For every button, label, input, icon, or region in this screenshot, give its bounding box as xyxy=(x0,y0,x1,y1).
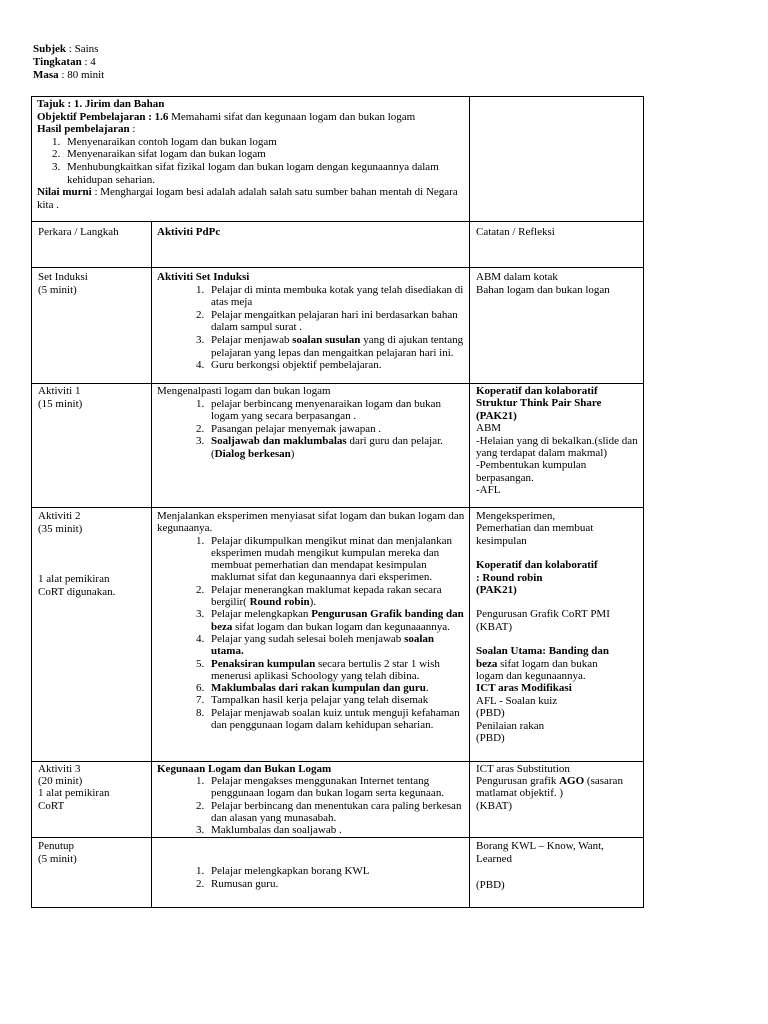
divider xyxy=(31,507,644,508)
list-item: 3. Pelajar melengkapkan Pengurusan Grafik banding dan beza sifat logam dan bukan logam dan kegunaaannya. xyxy=(207,608,467,633)
list-item: 8. Pelajar menjawab soalan kuiz untuk menguji kefahaman dan penggunaan logam dalam kehidupan seharian. xyxy=(207,707,467,732)
list-item: 7. Tampalkan hasil kerja pelajar yang telah disemak xyxy=(207,694,467,706)
divider xyxy=(31,267,644,268)
notes-aktiviti-2: Mengeksperimen, Pemerhatian dan membuat kesimpulan Koperatif dan kolaboratif : Round robin (PAK21) Pengurusan Grafik CoRT PMI (KBAT) Soalan Utama: Banding dan beza sifat logam dan bukan logam dan kegunaannya. ICT aras Modifikasi AFL - Soalan kuiz (PBD) Penilaian rakan (PBD) xyxy=(476,510,610,745)
activity-aktiviti-1: Mengenalpasti logam dan bukan logam 1. pelajar berbincang menyenaraikan logam dan bukan logam yang secara berpasangan . 2. Pasangan pelajar menyemak jawapan . 3. Soaljawab dan maklumbalas dari guru dan pelajar.(Dialog berkesan) xyxy=(157,385,467,461)
activity-aktiviti-2: Menjalankan eksperimen menyiasat sifat logam dan bukan logam dan kegunaanya. 1. Pelajar dikumpulkan mengikut minat dan menjalankan eksperimen mudah mengikut kumpulan mereka dan membuat pemerhatian dan mendapat kesimpulan maklumat sifat dan kegunaannya dari eksperimen. 2. Pelajar menerangkan maklumat kepada rakan secara bergilir( Round robin). 3. Pelajar melengkapkan Pengurusan Grafik banding dan beza sifat logam dan bukan logam dan kegunaaannya. 4. Pelajar yang sudah selesai boleh menjawab soalan utama. 5. Penaksiran kumpulan secara bertulis 2 star 1 wish menerusi aplikasi Schoology yang telah dibina. 6. Maklumbalas dari rakan kumpulan dan guru. 7. Tampalkan hasil kerja pelajar yang telah disemak 8. Pelajar menjawab soalan kuiz untuk menguji kefahaman dan penggunaan logam dalam kehidupan seharian. xyxy=(157,510,467,731)
list-item: 3. Menhubungkaitkan sifat fizikal logam dan bukan logam dengan kegunaannya dalam kehidupan seharian. xyxy=(63,161,467,186)
activity-set-induksi: Aktiviti Set Induksi 1. Pelajar di minta membuka kotak yang telah disediakan di atas meja 2. Pelajar mengaitkan pelajaran hari ini berdasarkan bahan dalam sampul surat . 3. Pelajar menjawab soalan susulan yang di ajukan tentang pelajaran yang lepas dan mengaitkan pelajaran hari ini. 4. Guru berkongsi objektif pembelajaran. xyxy=(157,271,467,372)
list-item: 3. Pelajar menjawab soalan susulan yang di ajukan tentang pelajaran yang lepas dan mengaitkan pelajaran hari ini. xyxy=(207,334,467,359)
list-item: 4. Guru berkongsi objektif pembelajaran. xyxy=(207,359,467,372)
lesson-objectives: Tajuk : 1. Jirim dan Bahan Objektif Pembelajaran : 1.6 Memahami sifat dan kegunaan logam dan bukan logam Hasil pembelajaran : 1. Menyenaraikan contoh logam dan bukan logam 2. Menyenaraikan sifat logam dan bukan logam 3. Menhubungkaitkan sifat fizikal logam dan bukan logam dengan kegunaannya dalam kehidupan seharian. Nilai murni : Menghargai logam besi adalah adalah salah satu sumber bahan mentah di Negara kita . xyxy=(37,98,467,211)
notes-set-induksi: ABM dalam kotak Bahan logam dan bukan logan xyxy=(476,271,610,296)
divider xyxy=(469,96,470,908)
list-item: 1. Pelajar dikumpulkan mengikut minat dan menjalankan eksperimen mudah mengikut kumpulan mereka dan membuat pemerhatian dan mendapat kesimpulan maklumat sifat dan kegunaannya dari eksperimen. xyxy=(207,535,467,584)
list-item: 2. Pelajar menerangkan maklumat kepada rakan secara bergilir( Round robin). xyxy=(207,584,467,609)
step-set-induksi: Set Induksi (5 minit) xyxy=(38,271,88,296)
step-penutup: Penutup (5 minit) xyxy=(38,840,77,865)
step-aktiviti-2: Aktiviti 2 (35 minit) 1 alat pemikiran CoRT digunakan. xyxy=(38,510,116,598)
col-header-activity: Aktiviti PdPc xyxy=(157,226,221,238)
step-aktiviti-1: Aktiviti 1 (15 minit) xyxy=(38,385,83,410)
col-header-notes: Catatan / Refleksi xyxy=(476,226,555,238)
list-item: 1. Pelajar mengakses menggunakan Internet tentang penggunaan logam dan bukan logam serta kegunaan. xyxy=(207,775,467,799)
list-item: 3. Maklumbalas dan soaljawab . xyxy=(207,824,467,836)
divider xyxy=(31,761,644,762)
divider xyxy=(151,221,152,908)
list-item: 2. Pelajar mengaitkan pelajaran hari ini berdasarkan bahan dalam sampul surat . xyxy=(207,309,467,334)
list-item: 6. Maklumbalas dari rakan kumpulan dan guru. xyxy=(207,682,467,694)
divider xyxy=(31,837,644,838)
notes-aktiviti-3: ICT aras Substitution Pengurusan grafik AGO (sasaran matlamat objektif. ) (KBAT) xyxy=(476,763,623,812)
activity-aktiviti-3: Kegunaan Logam dan Bukan Logam 1. Pelajar mengakses menggunakan Internet tentang penggunaan logam dan bukan logam serta kegunaan. 2. Pelajar berbincang dan menentukan cara paling berkesan dan alasan yang munasabah. 3. Maklumbalas dan soaljawab . xyxy=(157,763,467,836)
list-item: 2. Rumusan guru. xyxy=(207,878,467,891)
lesson-header xyxy=(33,43,104,82)
tajuk-label: Tajuk : 1. Jirim dan Bahan xyxy=(37,98,165,110)
list-item: 2. Pasangan pelajar menyemak jawapan . xyxy=(207,423,467,436)
list-item: 1. pelajar berbincang menyenaraikan logam dan bukan logam yang secara berpasangan . xyxy=(207,398,467,423)
divider xyxy=(31,383,644,384)
step-aktiviti-3: Aktiviti 3 (20 minit) 1 alat pemikiran CoRT xyxy=(38,763,110,812)
col-header-step: Perkara / Langkah xyxy=(38,226,119,238)
list-item: 2. Menyenaraikan sifat logam dan bukan logam xyxy=(63,148,467,161)
list-item: 5. Penaksiran kumpulan secara bertulis 2 star 1 wish menerusi aplikasi Schoology yang telah dibina. xyxy=(207,658,467,683)
divider xyxy=(31,221,644,222)
list-item: 1. Pelajar di minta membuka kotak yang telah disediakan di atas meja xyxy=(207,284,467,309)
list-item: 2. Pelajar berbincang dan menentukan cara paling berkesan dan alasan yang munasabah. xyxy=(207,800,467,824)
notes-penutup: Borang KWL – Know, Want, Learned (PBD) xyxy=(476,840,604,891)
activity-penutup xyxy=(157,865,467,890)
list-item: 1. Menyenaraikan contoh logam dan bukan logam xyxy=(63,136,467,149)
list-item: 4. Pelajar yang sudah selesai boleh menjawab soalan utama. xyxy=(207,633,467,658)
masa-line: Masa : 80 minit xyxy=(33,69,105,81)
tingkatan-line: Tingkatan : 4 xyxy=(33,56,96,68)
notes-aktiviti-1: Koperatif dan kolaboratif Struktur Think Pair Share (PAK21) ABM -Helaian yang di bekalkan.(slide dan yang terdapat dalam makmal) -Pembentukan kumpulan berpasangan. -AFL xyxy=(476,385,638,497)
list-item: 3. Soaljawab dan maklumbalas dari guru dan pelajar.(Dialog berkesan) xyxy=(207,435,467,460)
subjek-line: Subjek : Sains xyxy=(33,43,99,55)
list-item: 1. Pelajar melengkapkan borang KWL xyxy=(207,865,467,878)
